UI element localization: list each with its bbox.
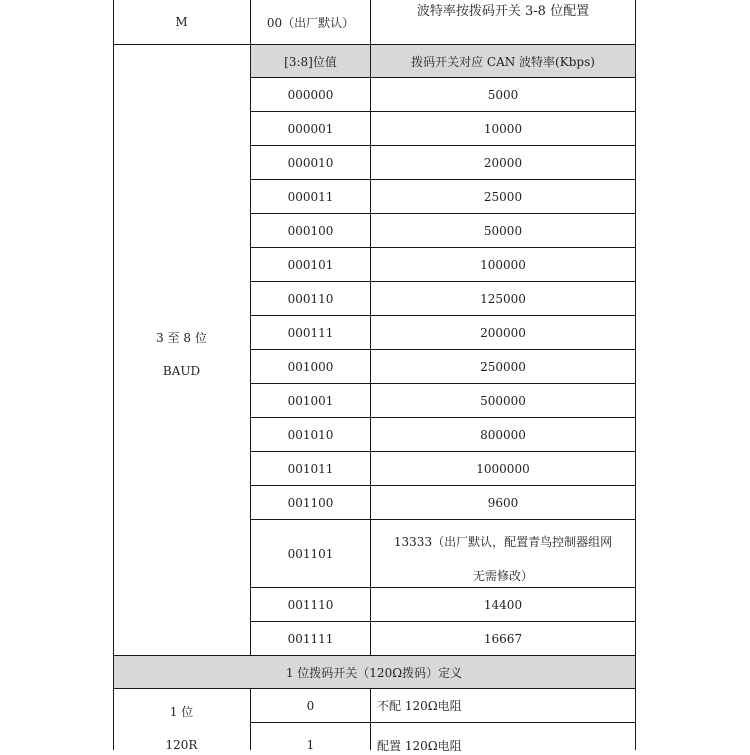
default-cell: 00（出厂默认） — [266, 15, 355, 30]
baud-bits-cell: 000000 — [287, 87, 334, 102]
baud-label-line1: 3 至 8 位 — [156, 330, 207, 345]
baud-bits-cell: 000011 — [287, 189, 334, 204]
baud-rate-cell: 125000 — [480, 291, 526, 306]
row-line-resistor-1 — [250, 722, 636, 723]
baud-bits-cell: 001001 — [287, 393, 334, 408]
resistor-label-line1: 1 位 — [169, 704, 194, 719]
baud-bits-cell: 001110 — [287, 597, 334, 612]
baud-bits-cell: 001111 — [287, 631, 334, 646]
baud-label-line2: BAUD — [162, 364, 201, 378]
baud-bits-cell: 000111 — [287, 325, 334, 340]
baud-rate-cell: 10000 — [483, 121, 523, 136]
resistor-value-1: 1 — [306, 738, 315, 752]
col-divider-2-bottom — [370, 688, 371, 750]
resistor-desc-1: 配置 120Ω电阻 — [377, 738, 462, 753]
baud-bits-cell: 001100 — [287, 495, 334, 510]
resistor-title: 1 位拨码开关（120Ω拨码）定义 — [285, 665, 463, 680]
baud-rate-cell: 800000 — [480, 427, 526, 442]
header-rate: 拨码开关对应 CAN 波特率(Kbps) — [411, 54, 595, 69]
header-bits: [3:8]位值 — [284, 54, 337, 69]
baud-rate-cell: 14400 — [483, 597, 523, 612]
baud-rate-cell: 20000 — [483, 155, 523, 170]
baud-rate-cell: 200000 — [480, 325, 526, 340]
baud-rate-cell: 250000 — [480, 359, 526, 374]
baud-bits-cell: 000100 — [287, 223, 334, 238]
baud-bits-cell: 001000 — [287, 359, 334, 374]
baud-rate-cell: 100000 — [480, 257, 526, 272]
baud-bits-cell: 001011 — [287, 461, 334, 476]
mode-cell: M — [175, 15, 188, 29]
baud-bits-cell: 000001 — [287, 121, 334, 136]
border-right — [635, 0, 636, 750]
resistor-value-0: 0 — [306, 698, 315, 713]
baud-rate-cell-line2: 无需修改） — [472, 568, 533, 583]
resistor-label-line2: 120R — [165, 738, 198, 752]
baud-rate-cell: 9600 — [487, 495, 519, 510]
baud-rate-cell: 16667 — [483, 631, 523, 646]
desc-cell: 波特率按拨码开关 3-8 位配置 — [416, 3, 590, 19]
baud-bits-cell: 000101 — [287, 257, 334, 272]
baud-bits-cell: 000010 — [287, 155, 334, 170]
baud-bits-cell: 001010 — [287, 427, 334, 442]
baud-rate-cell: 25000 — [483, 189, 523, 204]
resistor-desc-0: 不配 120Ω电阻 — [377, 699, 462, 713]
baud-rate-cell: 5000 — [487, 87, 519, 102]
baud-rate-cell: 500000 — [480, 393, 526, 408]
baud-rate-cell-line1: 13333（出厂默认，配置青鸟控制器组网 — [393, 534, 613, 549]
baud-bits-cell: 001101 — [287, 546, 334, 561]
baud-bits-cell: 000110 — [287, 291, 334, 306]
baud-rate-cell: 1000000 — [476, 461, 530, 476]
baud-rate-cell: 50000 — [483, 223, 523, 238]
